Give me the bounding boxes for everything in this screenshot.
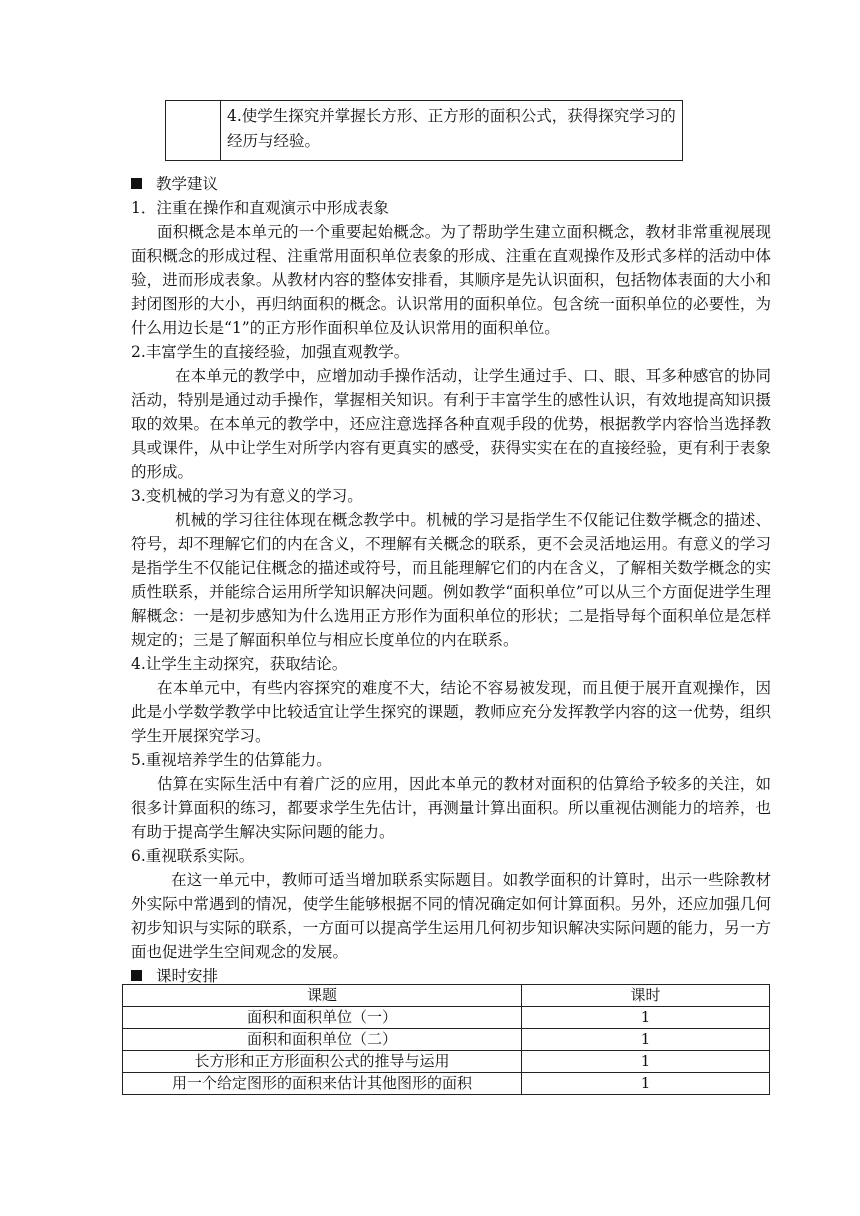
square-bullet-icon [131, 178, 142, 189]
section-title: 教学建议 [156, 175, 219, 193]
suggestion-body-5: 估算在实际生活中有着广泛的应用，因此本单元的教材对面积的估算给予较多的关注，如很多计算面积的练习，都要求学生先估计，再测量计算出面积。所以重视估测能力的培养，也有助于提高学生解决实际问题的能力。 [131, 775, 771, 841]
suggestion-title-1: 1．注重在操作和直观演示中形成表象 [131, 199, 389, 217]
suggestion-body-1: 面积概念是本单元的一个重要起始概念。为了帮助学生建立面积概念，教材非常重视展现面积概念的形成过程、注重常用面积单位表象的形成、注重在直观操作及形式多样的活动中体验，进而形成表象。从教材内容的整体安排看，其顺序是先认识面积，包括物体表面的大小和封闭图形的大小，再归纳面积的概念。认识常用的面积单位。包含统一面积单位的必要性，为什么用边长是“1”的正方形作面积单位及认识常用的面积单位。 [131, 223, 771, 337]
suggestion-body-3: 机械的学习往往体现在概念教学中。机械的学习是指学生不仅能记住数学概念的描述、符号，却不理解它们的内在含义，不理解有关概念的联系，更不会灵活地运用。有意义的学习是指学生不仅能记住概念的描述或符号，而且能理解它们的内在含义，了解相关数学概念的实质性联系，并能综合运用所学知识解决问题。例如教学“面积单位”可以从三个方面促进学生理解概念：一是初步感知为什么选用正方形作为面积单位的形状；二是指导每个面积单位是怎样规定的；三是了解面积单位与相应长度单位的内在联系。 [131, 511, 771, 649]
suggestion-title-4: 4.让学生主动探究，获取结论。 [131, 655, 348, 673]
section-heading-suggestions [131, 172, 771, 196]
periods-cell: 1 [522, 1007, 770, 1029]
table-row [123, 1051, 770, 1073]
table-row [123, 1073, 770, 1095]
suggestion-body-4: 在本单元中，有些内容探究的难度不大，结论不容易被发现，而且便于展开直观操作，因此是小学数学教学中比较适宜让学生探究的课题，教师应充分发挥教学内容的这一优势，组织学生开展探究学习。 [131, 679, 771, 745]
table-header-row [123, 985, 770, 1007]
suggestion-title-5: 5.重视培养学生的估算能力。 [131, 751, 332, 769]
suggestion-title-2: 2.丰富学生的直接经验，加强直观教学。 [131, 343, 410, 361]
section-title: 课时安排 [156, 967, 219, 985]
periods-cell: 1 [522, 1029, 770, 1051]
table-row [166, 101, 683, 161]
suggestion-body-6: 在这一单元中，教师可适当增加联系实际题目。如教学面积的计算时，出示一些除教材外实际中常遇到的情况，使学生能够根据不同的情况确定如何计算面积。另外，还应加强几何初步知识与实际的联系，一方面可以提高学生运用几何初步知识解决实际问题的能力，另一方面也促进学生空间观念的发展。 [131, 871, 771, 961]
suggestion-title-6: 6.重视联系实际。 [131, 847, 255, 865]
teaching-suggestions [131, 172, 771, 988]
table-row [123, 1007, 770, 1029]
objective-item-4: 4.使学生探究并掌握长方形、正方形的面积公式，获得探究学习的经历与经验。 [221, 101, 683, 161]
topic-cell: 用一个给定图形的面积来估计其他图形的面积 [123, 1073, 522, 1095]
suggestion-body-2: 在本单元的教学中，应增加动手操作活动，让学生通过手、口、眼、耳多种感官的协同活动，特别是通过动手操作，掌握相关知识。有利于丰富学生的感性认识，有效地提高知识摄取的效果。在本单元的教学中，还应注意选择各种直观手段的优势，根据教学内容恰当选择教具或课件，从中让学生对所学内容有更真实的感受，获得实实在在的直接经验，更有利于表象的形成。 [131, 367, 771, 481]
periods-cell: 1 [522, 1073, 770, 1095]
table-cell-empty [166, 101, 221, 161]
header-topic: 课题 [123, 985, 522, 1007]
topic-cell: 长方形和正方形面积公式的推导与运用 [123, 1051, 522, 1073]
header-periods: 课时 [522, 985, 770, 1007]
schedule-table [122, 984, 770, 1095]
objectives-table [165, 100, 683, 161]
suggestion-title-3: 3.变机械的学习为有意义的学习。 [131, 487, 363, 505]
topic-cell: 面积和面积单位（一） [123, 1007, 522, 1029]
topic-cell: 面积和面积单位（二） [123, 1029, 522, 1051]
table-row [123, 1029, 770, 1051]
periods-cell: 1 [522, 1051, 770, 1073]
square-bullet-icon [131, 970, 142, 981]
